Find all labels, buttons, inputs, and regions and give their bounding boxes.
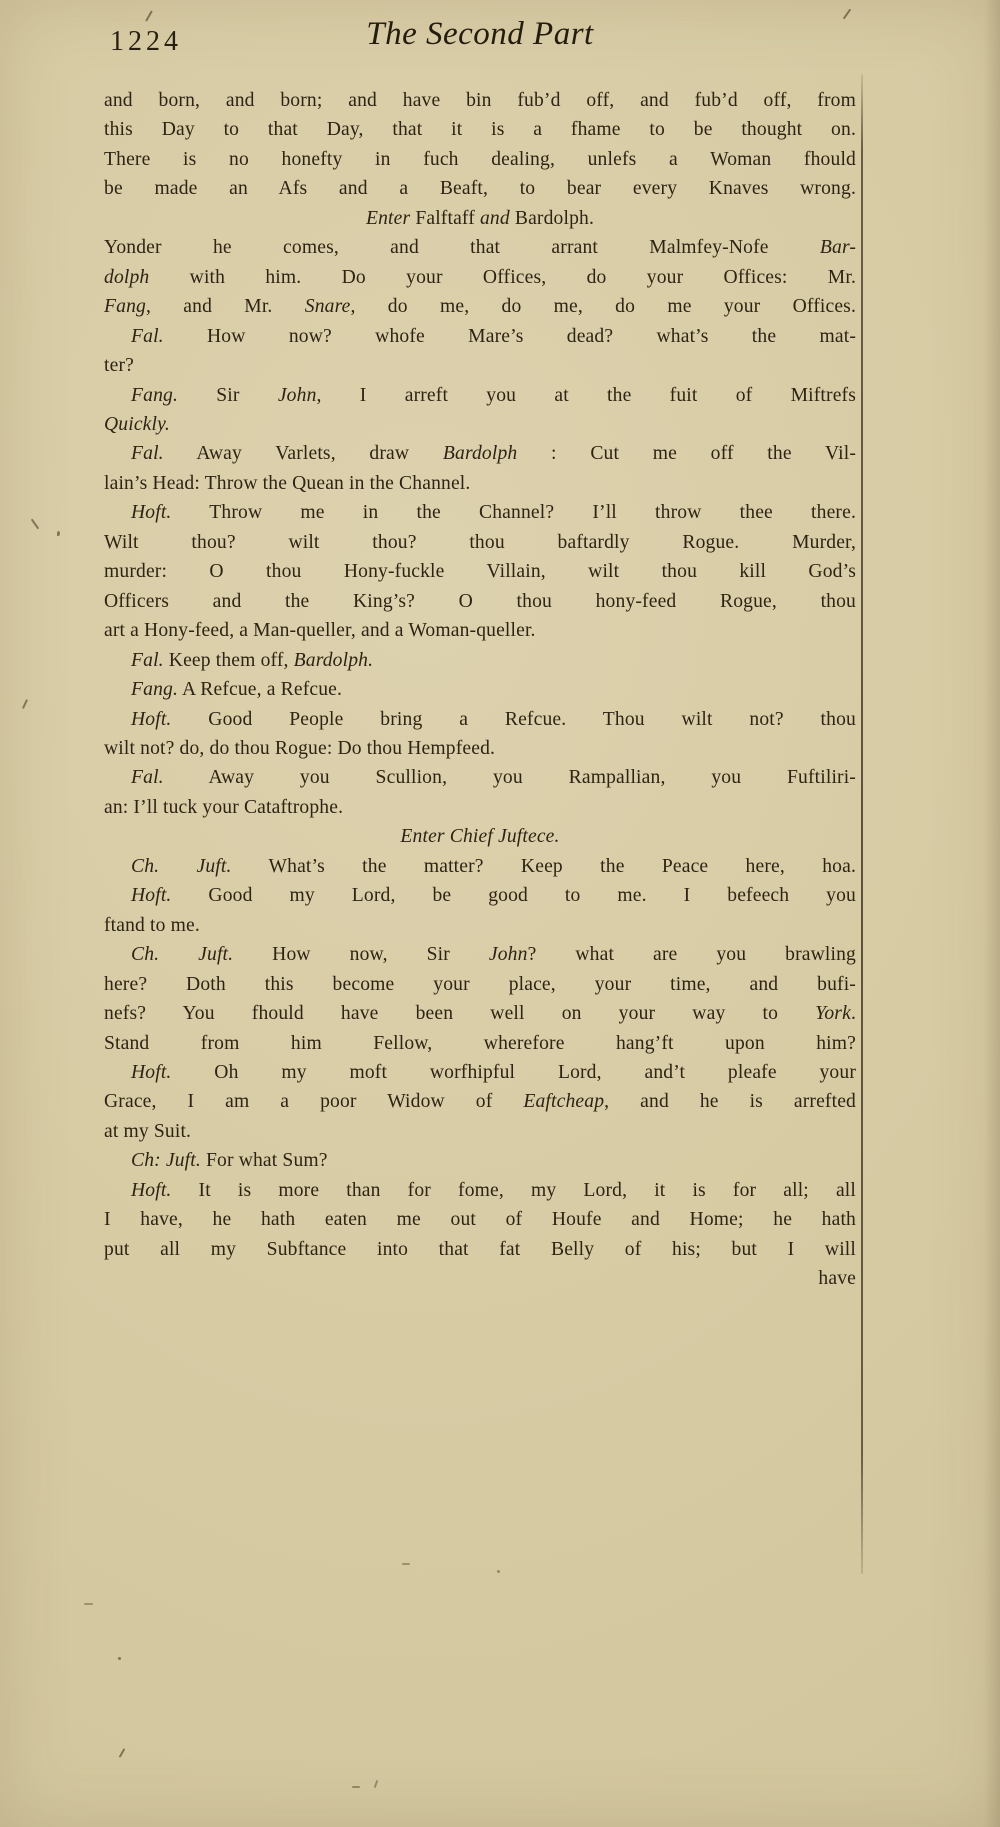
roman-text: Falftaff <box>415 207 480 229</box>
roman-text: ? what are you brawling <box>527 944 856 966</box>
italic-text: Hoft. <box>131 885 172 907</box>
roman-text: murder: O thou Hony-fuckle Villain, wilt thou kill God’s <box>104 561 856 583</box>
text-area <box>104 86 856 1294</box>
text-line <box>104 322 856 351</box>
text-line <box>104 881 856 910</box>
text-line <box>104 734 856 763</box>
text-line <box>104 439 856 468</box>
italic-text: Enter Chief Juftece. <box>400 826 560 848</box>
text-line <box>104 1087 856 1116</box>
roman-text: lain’s Head: Throw the Quean in the Channel. <box>104 472 471 494</box>
text-line <box>104 705 856 734</box>
text-line <box>104 145 856 174</box>
italic-text: Eaftcheap <box>523 1091 605 1113</box>
scan-artifact <box>352 1786 360 1788</box>
text-line <box>104 999 856 1028</box>
roman-text: It is more than for fome, my Lord, it is for all; all <box>171 1179 856 1201</box>
text-line <box>104 498 856 527</box>
scan-artifact <box>118 1657 121 1660</box>
text-line <box>104 1117 856 1146</box>
roman-text: There is no honefty in fuch dealing, unlefs a Woman fhould <box>104 148 856 170</box>
text-line <box>104 528 856 557</box>
roman-text: put all my Subftance into that fat Belly of his; but I will <box>104 1238 856 1260</box>
text-line <box>104 410 856 439</box>
italic-text: and <box>479 207 515 229</box>
roman-text: : Cut me off the Vil- <box>517 443 856 465</box>
roman-text: at my Suit. <box>104 1120 192 1142</box>
italic-text: Fal. <box>131 443 164 465</box>
text-line <box>104 469 856 498</box>
roman-text: Away Varlets, draw <box>163 443 443 465</box>
roman-text: wilt not? do, do thou Rogue: Do thou Hempfeed. <box>104 737 496 759</box>
roman-text: Good People bring a Refcue. Thou wilt not? thou <box>171 708 856 730</box>
page-edge-line <box>861 74 863 1574</box>
roman-text: Bardolph. <box>514 207 595 229</box>
roman-text: here? Doth this become your place, your time, and bufi- <box>104 973 856 995</box>
roman-text: , and Mr. <box>145 296 305 318</box>
text-line <box>104 587 856 616</box>
text-line <box>104 1146 856 1175</box>
text-line <box>104 763 856 792</box>
italic-text: Hoft. <box>131 1179 172 1201</box>
italic-text: Ch. Juft. <box>131 944 234 966</box>
roman-text: have <box>818 1268 856 1290</box>
italic-text: Fal. <box>131 325 164 347</box>
roman-text: an: I’ll tuck your Cataftrophe. <box>104 796 344 818</box>
roman-text: Keep them off, <box>163 649 294 671</box>
roman-text: . <box>850 1003 856 1025</box>
scan-artifact <box>119 1748 126 1758</box>
text-line <box>104 616 856 645</box>
running-title: The Second Part <box>366 16 594 52</box>
italic-text: Quickly. <box>104 413 170 435</box>
italic-text: Fal. <box>131 649 164 671</box>
italic-text: Ch: Juft. <box>131 1150 201 1172</box>
text-line <box>104 852 856 881</box>
roman-text: How now? whofe Mare’s dead? what’s the mat- <box>163 325 856 347</box>
roman-text: be made an Afs and a Beaft, to bear every Knaves wrong. <box>104 178 856 200</box>
italic-text: Fang <box>104 296 146 318</box>
page-number: 1224 <box>110 26 182 57</box>
italic-text: Hoft. <box>131 708 172 730</box>
roman-text: Wilt thou? wilt thou? thou baftardly Rogue. Murder, <box>104 531 856 553</box>
roman-text: For what Sum? <box>200 1150 328 1172</box>
text-line <box>104 1205 856 1234</box>
text-line <box>104 1235 856 1264</box>
text-line <box>104 1176 856 1205</box>
catchword <box>104 1264 856 1293</box>
italic-text: Bardolph. <box>293 649 374 671</box>
roman-text: Stand from him Fellow, wherefore hang’ft upon him? <box>104 1032 856 1054</box>
roman-text: Oh my moft worfhipful Lord, and’t pleafe your <box>171 1061 856 1083</box>
roman-text: How now, Sir <box>233 944 489 966</box>
text-line <box>104 381 856 410</box>
scan-artifact <box>374 1780 379 1788</box>
italic-text: Hoft. <box>131 1061 172 1083</box>
roman-text: with him. Do your Offices, do your Offices: Mr. <box>189 266 856 288</box>
scan-artifact <box>22 699 28 709</box>
scan-artifact <box>497 1570 500 1573</box>
stage-direction-line <box>104 204 856 233</box>
roman-text: ter? <box>104 355 134 377</box>
italic-text: Fal. <box>131 767 164 789</box>
roman-text: Away you Scullion, you Rampallian, you Fuftiliri- <box>163 767 856 789</box>
stage-direction-line <box>104 822 856 851</box>
roman-text: A Refcue, a Refcue. <box>178 679 343 701</box>
text-line <box>104 940 856 969</box>
text-line <box>104 970 856 999</box>
italic-text: dolph <box>104 266 190 288</box>
italic-text: John <box>277 384 317 406</box>
roman-text: Yonder he comes, and that arrant Malmfey-Nofe <box>104 237 820 259</box>
text-line <box>104 557 856 586</box>
text-line <box>104 911 856 940</box>
roman-text: What’s the matter? Keep the Peace here, hoa. <box>231 855 857 877</box>
roman-text: this Day to that Day, that it is a fhame to be thought on. <box>104 119 856 141</box>
italic-text: John <box>488 944 528 966</box>
italic-text: Fang. <box>131 679 179 701</box>
italic-text: Hoft. <box>131 502 172 524</box>
text-line <box>104 1058 856 1087</box>
roman-text: , do me, do me, do me your Offices. <box>350 296 856 318</box>
italic-text: York <box>815 1003 851 1025</box>
roman-text: , and he is arrefted <box>604 1091 856 1113</box>
roman-text: I have, he hath eaten me out of Houfe and Home; he hath <box>104 1209 856 1231</box>
italic-text: Bar- <box>819 237 856 259</box>
italic-text: Ch. Juft. <box>131 855 232 877</box>
roman-text: Sir <box>178 384 278 406</box>
roman-text: art a Hony-feed, a Man-queller, and a Woman-queller. <box>104 620 536 642</box>
roman-text: nefs? You fhould have been well on your way to <box>104 1003 816 1025</box>
text-line <box>104 675 856 704</box>
roman-text: Throw me in the Channel? I’ll throw thee there. <box>171 502 856 524</box>
scan-artifact <box>402 1563 410 1565</box>
roman-text: Officers and the King’s? O thou hony-feed Rogue, thou <box>104 590 856 612</box>
text-line <box>104 233 856 262</box>
text-line <box>104 174 856 203</box>
italic-text: Enter <box>365 207 416 229</box>
roman-text: , I arreft you at the fuit of Miftrefs <box>316 384 856 406</box>
text-line <box>104 292 856 321</box>
text-line <box>104 86 856 115</box>
scan-artifact <box>31 519 40 530</box>
italic-text: Snare <box>304 296 351 318</box>
text-line <box>104 1029 856 1058</box>
roman-text: Good my Lord, be good to me. I befeech you <box>171 885 856 907</box>
roman-text: and born, and born; and have bin fub’d off, and fub’d off, from <box>104 90 856 111</box>
page-right-shade <box>984 0 1000 1827</box>
text-line <box>104 646 856 675</box>
italic-text: Fang. <box>131 384 179 406</box>
text-line <box>104 351 856 380</box>
scan-artifact <box>84 1603 93 1605</box>
text-line <box>104 263 856 292</box>
italic-text: Bardolph <box>442 443 518 465</box>
scan-artifact <box>57 531 60 536</box>
text-line <box>104 793 856 822</box>
roman-text: Grace, I am a poor Widow of <box>104 1091 524 1113</box>
text-line <box>104 115 856 144</box>
roman-text: ftand to me. <box>104 914 200 936</box>
